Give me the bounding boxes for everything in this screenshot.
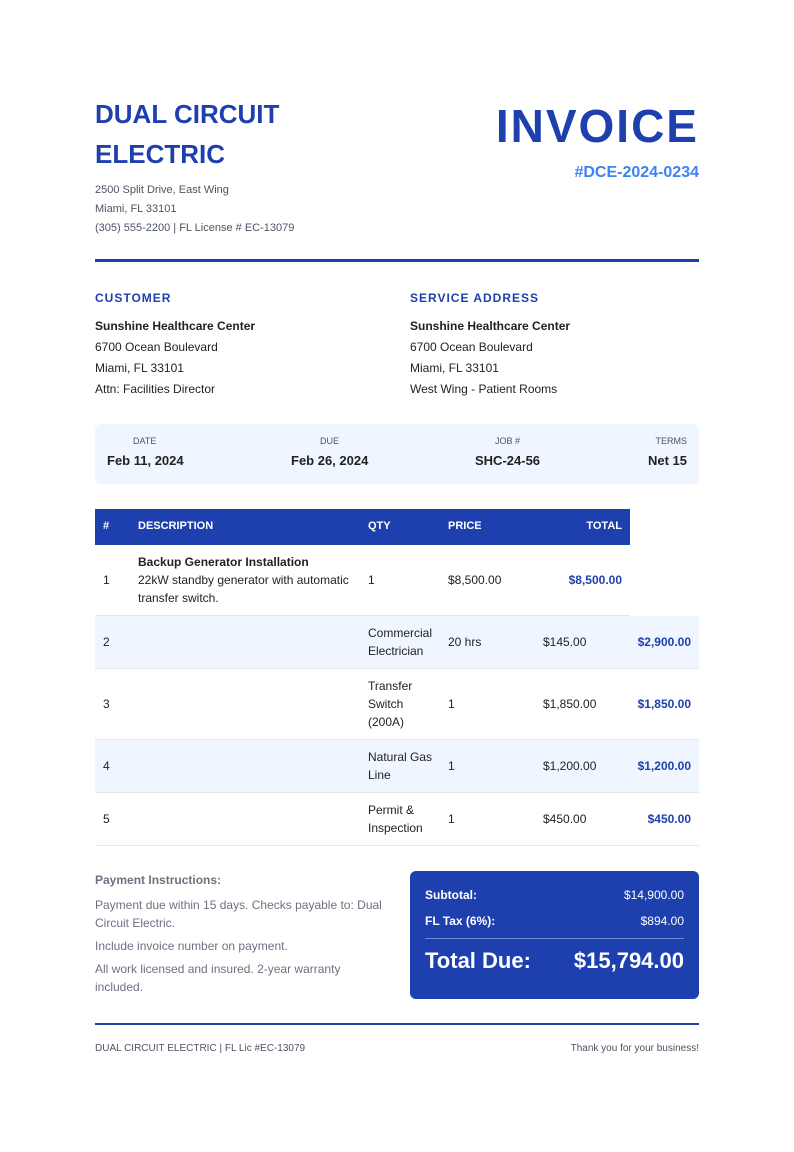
row-price: $145.00 [543, 635, 587, 649]
row-qty: 1 [368, 573, 375, 587]
row-qty: 1 [448, 759, 455, 773]
row-price: $1,200.00 [543, 759, 597, 773]
meta-due [291, 436, 368, 468]
header-price: PRICE [448, 520, 482, 532]
company-address [95, 181, 294, 238]
footer-company: DUAL CIRCUIT ELECTRIC | FL Lic #EC-13079 [95, 1043, 306, 1054]
row-num: 4 [103, 759, 110, 773]
payment-heading: Payment Instructions: [95, 873, 222, 887]
customer-heading: CUSTOMER [95, 291, 172, 305]
meta-job [475, 436, 540, 468]
header-description: DESCRIPTION [138, 520, 214, 532]
service-location: West Wing - Patient Rooms [410, 382, 558, 396]
company-contact-line: (305) 555-2200 | FL License # EC-13079 [95, 222, 295, 234]
customer-street: 6700 Ocean Boulevard [95, 340, 218, 354]
row-price: $8,500.00 [448, 573, 502, 587]
warranty-text: All work licensed and insured. 2-year warranty included. [95, 962, 341, 994]
total-due-label: Total Due: [425, 948, 531, 973]
total-due-value: $15,794.00 [573, 948, 684, 973]
header-qty: QTY [368, 520, 391, 532]
invoice-number: #DCE-2024-0234 [574, 164, 699, 181]
row-num: 5 [103, 812, 110, 826]
row-title: Backup Generator Installation [138, 555, 309, 569]
footer-thanks: Thank you for your business! [570, 1043, 699, 1054]
row-detail: 22kW standby generator with automatic transfer switch. [138, 573, 349, 605]
service-address-block [410, 288, 690, 400]
invoice-title: INVOICE [495, 100, 699, 152]
row-num: 3 [103, 697, 110, 711]
totals-panel [410, 871, 699, 999]
totals-divider [425, 938, 684, 939]
customer-city: Miami, FL 33101 [95, 361, 184, 375]
service-city: Miami, FL 33101 [410, 361, 499, 375]
row-total: $450.00 [647, 812, 691, 826]
row-num: 2 [103, 635, 110, 649]
row-total: $8,500.00 [568, 573, 622, 587]
row-price: $450.00 [543, 812, 587, 826]
row-qty: 20 hrs [448, 635, 482, 649]
company-address-line: 2500 Split Drive, East Wing [95, 184, 229, 196]
header-num: # [103, 520, 110, 532]
row-qty: 1 [448, 697, 455, 711]
service-heading: SERVICE ADDRESS [410, 291, 540, 305]
subtotal-label: Subtotal: [425, 888, 477, 902]
footer-divider [95, 1023, 699, 1025]
date-value: Feb 11, 2024 [107, 453, 184, 468]
terms-label: TERMS [655, 436, 687, 446]
payment-reference-text: Include invoice number on payment. [95, 939, 288, 953]
table-row [95, 616, 699, 669]
invoice-meta-panel [95, 424, 699, 484]
header-total: TOTAL [586, 520, 622, 532]
payment-instructions [95, 871, 385, 1001]
row-qty: 1 [448, 812, 455, 826]
row-description: Natural Gas Line [368, 750, 433, 782]
payment-terms-text: Payment due within 15 days. Checks payable to: Dual Circuit Electric. [95, 898, 382, 930]
company-name: DUAL CIRCUIT ELECTRIC [95, 99, 280, 169]
subtotal-value: $14,900.00 [623, 888, 684, 902]
table-row [95, 669, 699, 740]
due-label: DUE [320, 436, 340, 446]
customer-attn: Attn: Facilities Director [95, 382, 216, 396]
company-city-line: Miami, FL 33101 [95, 203, 177, 215]
customer-name: Sunshine Healthcare Center [95, 319, 256, 333]
table-row [95, 740, 699, 793]
service-name: Sunshine Healthcare Center [410, 319, 571, 333]
tax-label: FL Tax (6%): [425, 914, 496, 928]
row-description: Transfer Switch (200A) [368, 679, 413, 729]
table-header [95, 509, 630, 545]
header-divider [95, 259, 699, 262]
job-label: JOB # [495, 436, 521, 446]
row-price: $1,850.00 [543, 697, 597, 711]
job-value: SHC-24-56 [475, 453, 541, 468]
row-num: 1 [103, 573, 110, 587]
meta-terms [648, 436, 687, 468]
row-total: $1,850.00 [637, 697, 691, 711]
service-street: 6700 Ocean Boulevard [410, 340, 533, 354]
row-description: Commercial Electrician [368, 626, 433, 658]
tax-value: $894.00 [640, 914, 684, 928]
meta-date [107, 436, 184, 468]
table-row [95, 545, 630, 616]
date-label: DATE [133, 436, 157, 446]
due-value: Feb 26, 2024 [291, 453, 369, 468]
row-description: Permit & Inspection [368, 803, 423, 835]
table-row [95, 793, 699, 846]
terms-value: Net 15 [647, 453, 687, 468]
customer-block [95, 288, 375, 400]
row-total: $1,200.00 [637, 759, 691, 773]
row-total: $2,900.00 [637, 635, 691, 649]
